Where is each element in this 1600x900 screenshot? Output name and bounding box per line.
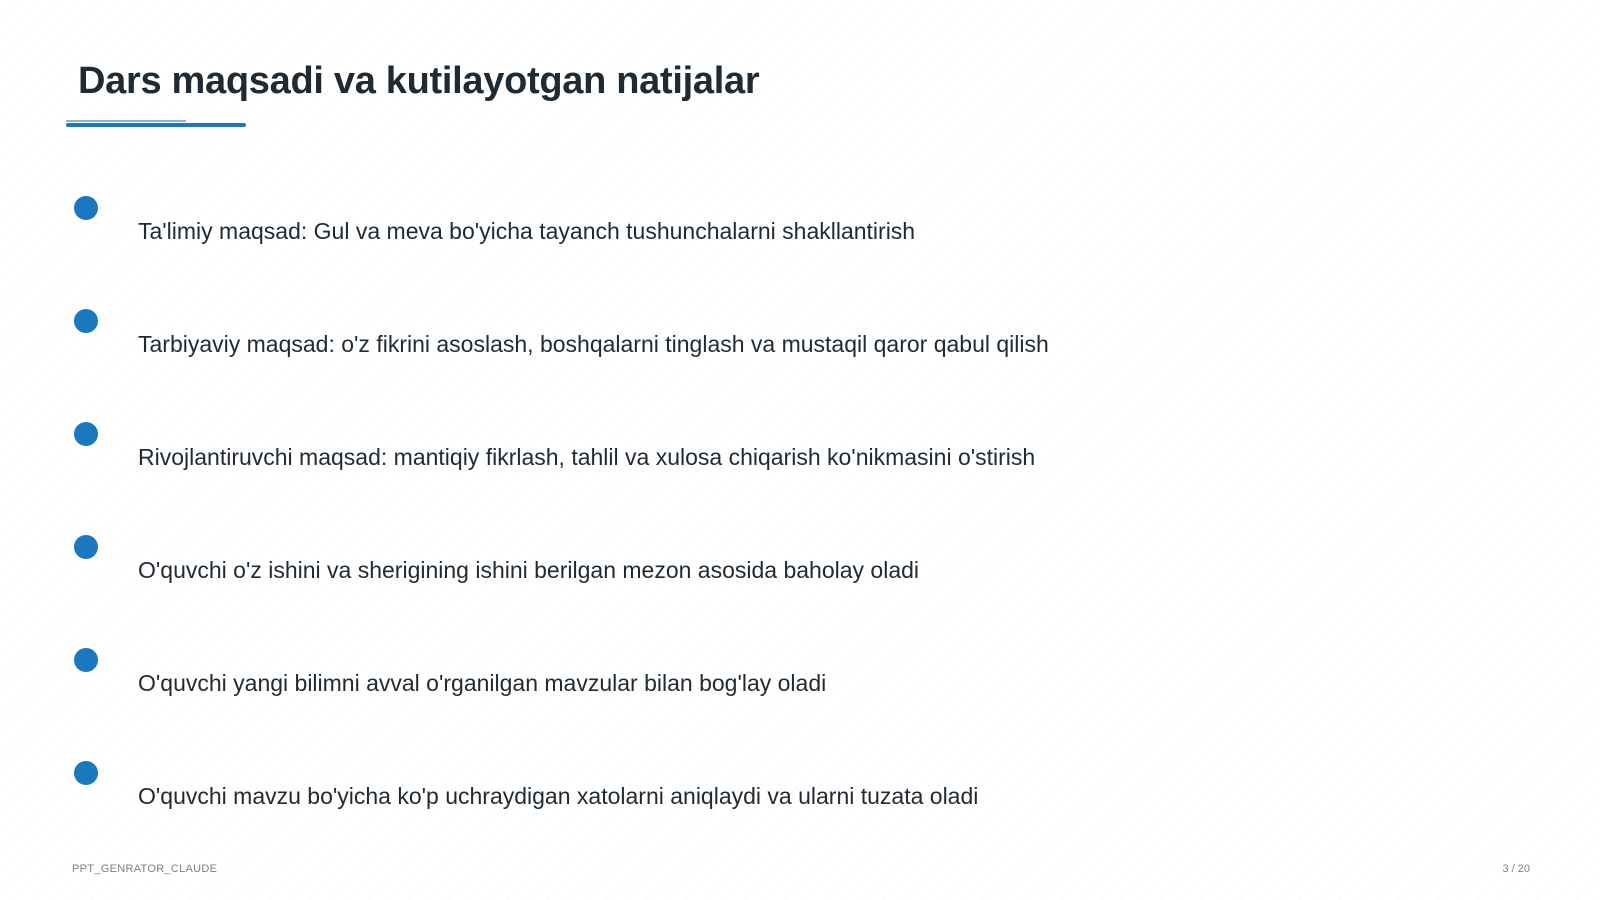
list-item (0, 309, 1500, 389)
bullet-dot-icon (74, 648, 98, 672)
list-item (0, 196, 1500, 276)
list-item (0, 761, 1500, 841)
list-item (0, 648, 1500, 728)
page-indicator: 3 / 20 (1502, 863, 1530, 875)
list-item-text: O'quvchi o'z ishini va sherigining ishini berilgan mezon asosida baholay oladi (138, 557, 920, 583)
title-underline (66, 123, 246, 127)
bullet-dot-icon (74, 196, 98, 220)
slide-title: Dars maqsadi va kutilayotgan natijalar (78, 60, 760, 102)
bullet-dot-icon (74, 309, 98, 333)
bullet-dot-icon (74, 761, 98, 785)
list-item-text: Ta'limiy maqsad: Gul va meva bo'yicha tayanch tushunchalarni shakllantirish (138, 218, 916, 244)
list-item-text: Tarbiyaviy maqsad: o'z fikrini asoslash, boshqalarni tinglash va mustaqil qaror qabul qilish (138, 331, 1049, 357)
footer-source: PPT_GENRATOR_CLAUDE (72, 863, 218, 875)
list-item-text: O'quvchi mavzu bo'yicha ko'p uchraydigan xatolarni aniqlaydi va ularni tuzata oladi (138, 783, 979, 809)
list-item (0, 535, 1500, 615)
list-item-text: Rivojlantiruvchi maqsad: mantiqiy fikrlash, tahlil va xulosa chiqarish ko'nikmasini o'stirish (138, 444, 1036, 470)
list-item (0, 422, 1500, 502)
bullet-dot-icon (74, 535, 98, 559)
bullet-dot-icon (74, 422, 98, 446)
list-item-text: O'quvchi yangi bilimni avval o'rganilgan mavzular bilan bog'lay oladi (138, 670, 827, 696)
